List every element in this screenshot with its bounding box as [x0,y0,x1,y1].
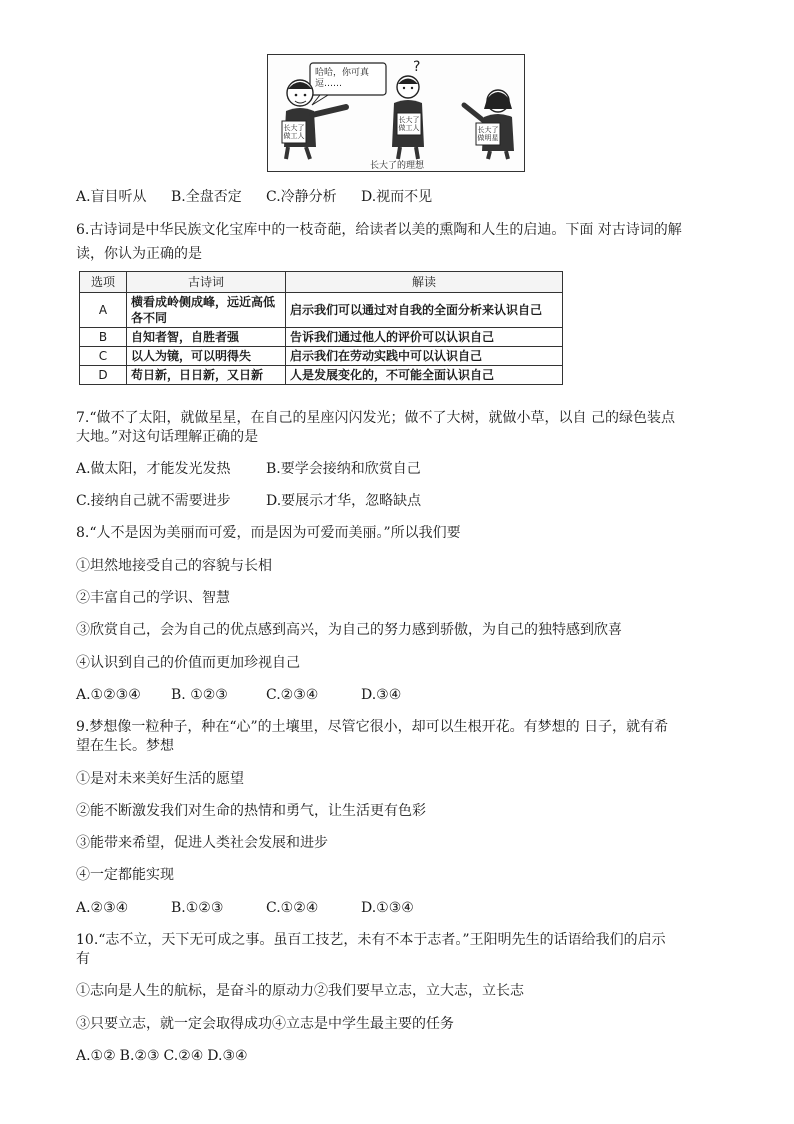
q10-item-2: ③只要立志，就一定会取得成功④立志是中学生最主要的任务 [76,1016,454,1032]
q6-stem-line1: 6.古诗词是中华民族文化宝库中的一枝奇葩，给读者以美的熏陶和人生的启迪。下面 对古诗词的解 [76,222,682,238]
q9-stem-line1: 9.梦想像一粒种子，种在“心”的土壤里，尽管它很小，却可以生根开花。有梦想的 日子，就有希 [76,719,669,735]
q6-row-d-poem: 苟日新，日日新，又日新 [127,366,286,385]
cartoon-drawing [268,55,526,173]
q10-option-d: D.③④ [207,1048,248,1064]
cartoon-sign-left: 长大了做工人 [283,124,305,140]
q6-row-b-poem: 自知者智，自胜者强 [127,328,286,347]
q8-item-1: ①坦然地接受自己的容貌与长相 [76,558,272,574]
q8-stem: 8.“人不是因为美丽而可爱，而是因为可爱而美丽。”所以我们要 [76,525,461,541]
q8-item-4: ④认识到自己的价值而更加珍视自己 [76,655,300,671]
q10-options [76,1047,248,1065]
q6-row-a-poem: 横看成岭侧成峰，远近高低各不同 [127,293,286,328]
q8-option-b: B. ①②③ [171,687,228,703]
svg-text:?: ? [413,59,421,75]
q6-row-c-interp: 启示我们在劳动实践中可以认识自己 [286,347,563,366]
table-row [80,293,563,328]
q7-option-c: C.接纳自己就不需要进步 [76,493,231,509]
q7-option-a: A.做太阳，才能发光发热 [76,461,231,477]
q8-option-d: D.③④ [361,687,402,703]
cartoon-sign-right: 长大了做明星 [477,126,499,142]
q7-stem-line1: 7.“做不了太阳，就做星星，在自己的星座闪闪发光；做不了大树，就做小草，以自 己的绿色装点 [76,410,675,426]
q8-option-a: A.①②③④ [76,687,141,703]
cartoon-sign-middle: 长大了做工人 [398,116,420,132]
q6-row-b-interp: 告诉我们通过他人的评价可以认识自己 [286,328,563,347]
q5-options [76,188,432,206]
q9-option-d: D.①③④ [361,900,414,916]
q6-row-d-option: D [80,366,127,385]
q5-option-a: A.盲目听从 [76,189,147,205]
q7-option-d: D.要展示才华，忽略缺点 [266,493,422,509]
q7-option-b: B.要学会接纳和欣赏自己 [266,461,421,477]
table-row [80,328,563,347]
q6-row-a-option: A [80,293,127,328]
q6-header-option: 选项 [80,272,127,293]
q10-option-c: C.②④ [163,1048,204,1064]
q10-option-b: B.②③ [119,1048,160,1064]
q6-table [79,271,563,385]
q9-option-a: A.②③④ [76,900,129,916]
q7-options-row2 [76,492,421,510]
q5-option-d: D.视而不见 [361,189,433,205]
q6-row-d-interp: 人是发展变化的，不可能全面认识自己 [286,366,563,385]
q6-header-poem: 古诗词 [127,272,286,293]
q6-table-header [80,272,563,293]
q10-option-a: A.①② [76,1048,116,1064]
q7-options-row1 [76,460,421,478]
cartoon-speech-text: 哈哈，你可真逗…… [315,68,370,89]
cartoon-image [267,54,525,172]
q8-option-c: C.②③④ [266,687,319,703]
q5-option-c: C.冷静分析 [266,189,337,205]
q9-option-c: C.①②④ [266,900,319,916]
q6-header-interp: 解读 [286,272,563,293]
q9-item-3: ③能带来希望，促进人类社会发展和进步 [76,835,328,851]
q10-item-1: ①志向是人生的航标，是奋斗的原动力②我们要早立志，立大志，立长志 [76,983,524,999]
q6-row-a-interp: 启示我们可以通过对自我的全面分析来认识自己 [286,293,563,328]
q10-stem-line1: 10.“志不立，天下无可成之事。虽百工技艺，未有不本于志者。”王阳明先生的话语给我们的启示 [76,932,666,948]
q6-stem-line2: 读，你认为正确的是 [76,246,202,262]
q9-item-4: ④一定都能实现 [76,867,174,883]
q9-item-1: ①是对未来美好生活的愿望 [76,771,244,787]
q7-stem-line2: 大地。”对这句话理解正确的是 [76,429,259,445]
q8-options [76,686,401,704]
q6-row-c-option: C [80,347,127,366]
q9-option-b: B.①②③ [171,900,224,916]
q6-row-b-option: B [80,328,127,347]
q10-stem-line2: 有 [76,951,90,967]
q9-options [76,899,414,917]
q6-row-c-poem: 以人为镜，可以明得失 [127,347,286,366]
q5-option-b: B.全盘否定 [171,189,242,205]
cartoon-caption: 长大了的理想 [369,161,424,171]
table-row [80,347,563,366]
q8-item-3: ③欣赏自己，会为自己的优点感到高兴，为自己的努力感到骄傲，为自己的独特感到欣喜 [76,622,622,638]
q9-item-2: ②能不断激发我们对生命的热情和勇气，让生活更有色彩 [76,803,426,819]
table-row [80,366,563,385]
q9-stem-line2: 望在生长。梦想 [76,738,174,754]
q8-item-2: ②丰富自己的学识、智慧 [76,590,230,606]
